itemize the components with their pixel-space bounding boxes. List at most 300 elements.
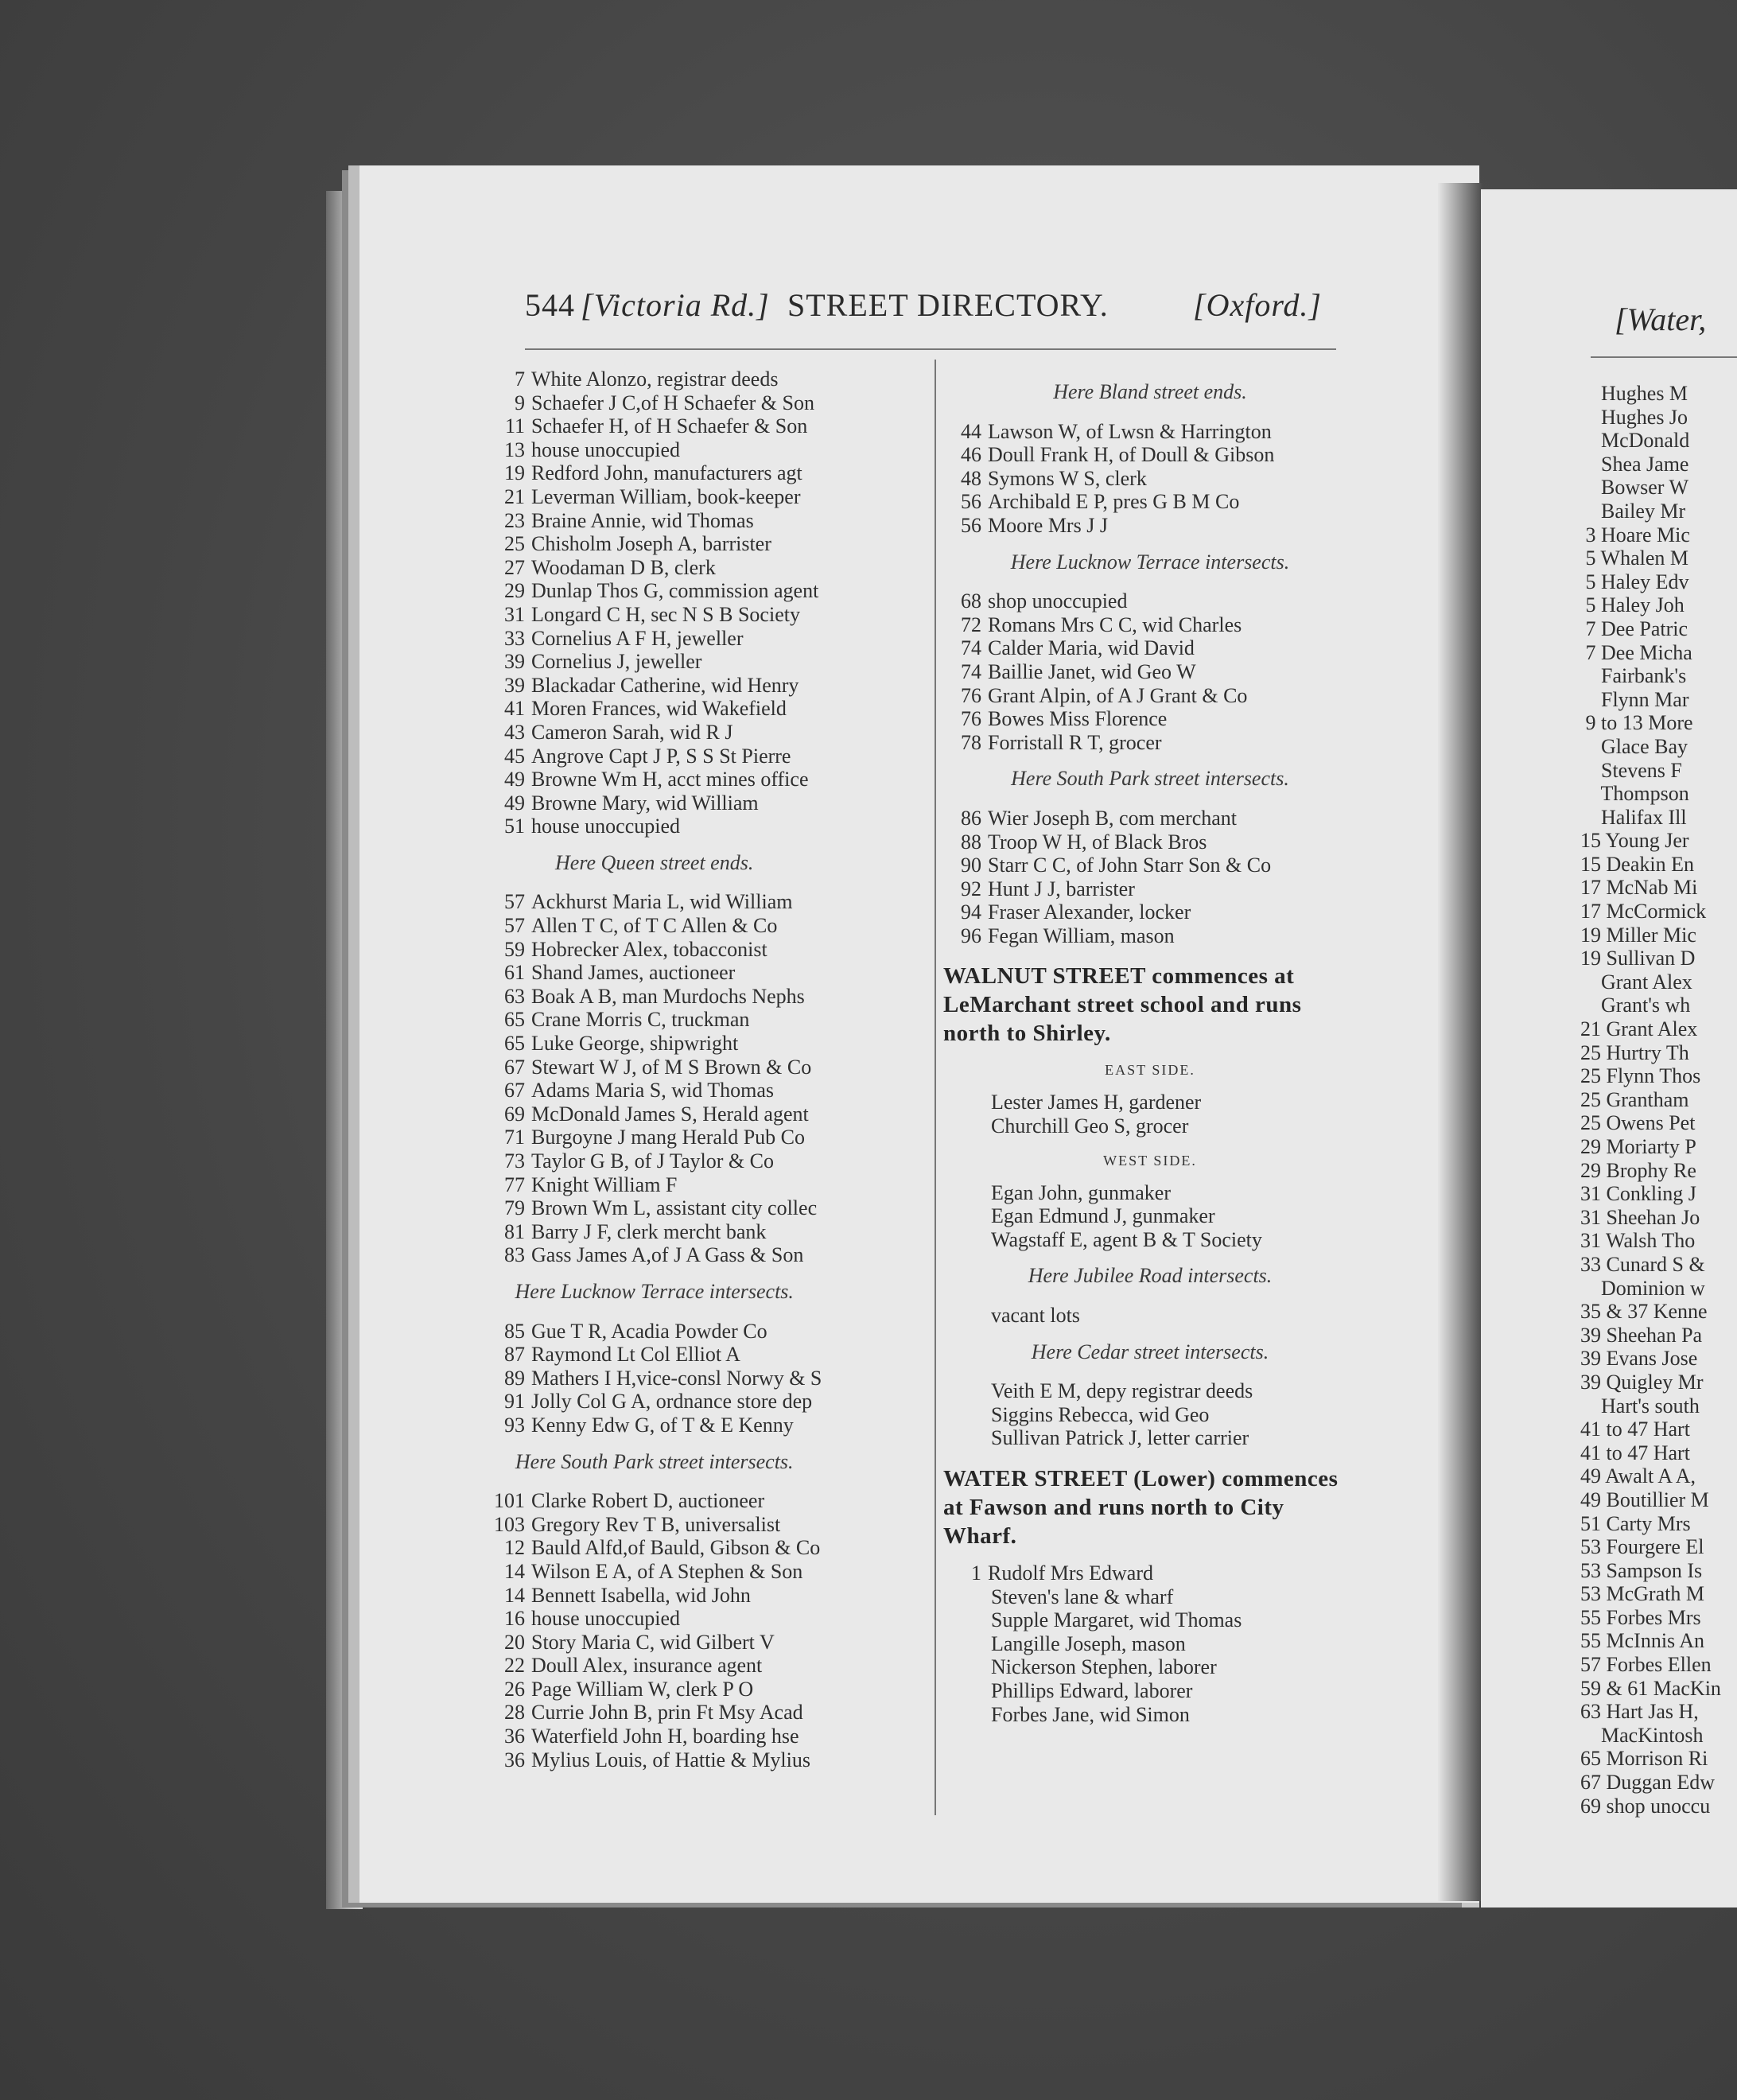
resident-name: Crane Morris C, truckman <box>531 1008 750 1032</box>
facing-entry: Grant's wh <box>1570 994 1691 1017</box>
resident-name: Kenny Edw G, of T & E Kenny <box>531 1413 794 1437</box>
resident-name: house unoccupied <box>531 815 681 838</box>
directory-entry <box>943 589 1357 613</box>
resident-name: Hobrecker Alex, tobacconist <box>531 937 767 961</box>
facing-entry: Bailey Mr <box>1570 499 1686 523</box>
column-divider <box>935 360 936 1815</box>
facing-entry: Bowser W <box>1570 476 1689 500</box>
facing-entry: McDonald <box>1570 429 1690 453</box>
house-number: 63 <box>504 984 525 1008</box>
directory-entry <box>487 1196 822 1220</box>
house-number: 74 <box>961 659 981 683</box>
header-right-street: [Oxford.] <box>1193 287 1322 323</box>
facing-entry: 31 Sheehan Jo <box>1570 1205 1700 1229</box>
directory-entry <box>487 1489 822 1513</box>
facing-entry: 65 Morrison Ri <box>1570 1747 1708 1771</box>
directory-entry <box>487 721 822 745</box>
house-number: 7 <box>515 368 525 391</box>
facing-entry: 19 Sullivan D <box>1570 947 1696 970</box>
directory-entry <box>487 1513 822 1537</box>
resident-name: Chisholm Joseph A, barrister <box>531 532 771 556</box>
facing-entry: 3 Hoare Mic <box>1570 523 1690 546</box>
house-number: 23 <box>504 508 525 532</box>
directory-entry: Egan Edmund J, gunmaker <box>991 1204 1215 1228</box>
resident-name: Fegan William, mason <box>988 924 1175 947</box>
directory-entry: Lester James H, gardener <box>991 1091 1202 1114</box>
house-number: 33 <box>504 626 525 650</box>
house-number: 48 <box>961 466 981 490</box>
directory-entry <box>487 697 822 721</box>
facing-entry: 29 Brophy Re <box>1570 1158 1696 1182</box>
house-number: 85 <box>504 1319 525 1343</box>
facing-entry: 39 Sheehan Pa <box>1570 1323 1703 1347</box>
house-number: 26 <box>504 1677 525 1701</box>
facing-entry: 31 Walsh Tho <box>1570 1229 1696 1253</box>
house-number: 89 <box>504 1366 525 1390</box>
facing-entry: Grant Alex <box>1570 970 1692 994</box>
house-number: 68 <box>961 589 981 613</box>
facing-entry: 25 Hurtry Th <box>1570 1040 1689 1064</box>
house-number: 13 <box>504 438 525 461</box>
house-number: 79 <box>504 1196 525 1220</box>
directory-entry <box>487 1220 822 1244</box>
resident-name: Wier Joseph B, com merchant <box>988 806 1238 830</box>
resident-name: Mylius Louis, of Hattie & Mylius <box>531 1748 810 1771</box>
house-number: 76 <box>961 683 981 707</box>
directory-entry <box>487 1102 822 1126</box>
facing-entry: 29 Moriarty P <box>1570 1135 1696 1158</box>
section-note: Here South Park street intersects. <box>1011 767 1289 791</box>
directory-entry <box>487 1126 822 1149</box>
house-number: 93 <box>504 1413 525 1437</box>
house-number: 67 <box>504 1079 525 1102</box>
resident-name: Schaefer H, of H Schaefer & Son <box>531 414 808 438</box>
directory-entry <box>487 603 822 627</box>
resident-name: Rudolf Mrs Edward <box>988 1561 1153 1585</box>
directory-entry <box>487 1149 822 1173</box>
house-number: 49 <box>504 768 525 791</box>
facing-entry: Hughes M <box>1570 382 1688 405</box>
facing-entry: 55 McInnis An <box>1570 1629 1704 1653</box>
facing-entry: 31 Conkling J <box>1570 1182 1696 1206</box>
directory-entry <box>487 461 822 485</box>
directory-entry <box>487 745 822 768</box>
directory-entry <box>487 509 822 533</box>
house-number: 31 <box>504 602 525 626</box>
house-number: 49 <box>504 791 525 815</box>
directory-entry: Churchill Geo S, grocer <box>991 1114 1189 1138</box>
house-number: 83 <box>504 1243 525 1267</box>
directory-entry <box>487 1173 822 1197</box>
resident-name: Romans Mrs C C, wid Charles <box>988 612 1242 636</box>
facing-entry: Hart's south <box>1570 1394 1700 1418</box>
directory-entry <box>943 660 1357 684</box>
facing-entry: 53 Fourgere El <box>1570 1535 1704 1559</box>
section-note: Here Cedar street intersects. <box>1031 1340 1269 1363</box>
facing-page-header: [Water, <box>1615 301 1707 337</box>
house-number: 45 <box>504 744 525 768</box>
house-number: 25 <box>504 532 525 556</box>
house-number: 87 <box>504 1343 525 1367</box>
facing-entry: Dominion w <box>1570 1276 1705 1300</box>
resident-name: Lawson W, of Lwsn & Harrington <box>988 419 1272 443</box>
page-header <box>525 286 1320 334</box>
directory-entry <box>487 815 822 838</box>
directory-entry <box>487 1056 822 1079</box>
directory-entry <box>487 391 822 415</box>
section-note: Here Bland street ends. <box>1053 380 1247 403</box>
directory-entry <box>943 854 1357 877</box>
resident-name: Troop W H, of Black Bros <box>988 830 1207 854</box>
resident-name: Schaefer J C,of H Schaefer & Son <box>531 391 814 414</box>
directory-entry <box>487 961 822 985</box>
resident-name: Symons W S, clerk <box>988 466 1147 490</box>
house-number: 14 <box>504 1583 525 1607</box>
house-number: 46 <box>961 443 981 467</box>
directory-entry <box>943 684 1357 708</box>
directory-entry <box>487 1414 822 1437</box>
directory-entry <box>487 1631 822 1655</box>
directory-entry: Wagstaff E, agent B & T Society <box>991 1227 1262 1251</box>
resident-name: Redford John, manufacturers agt <box>531 461 802 485</box>
resident-name: Waterfield John H, boarding hse <box>531 1725 799 1748</box>
house-number: 101 <box>494 1489 525 1513</box>
facing-entry: 5 Haley Joh <box>1570 593 1685 617</box>
house-number: 44 <box>961 419 981 443</box>
resident-name: Calder Maria, wid David <box>988 636 1195 660</box>
facing-entry: 25 Flynn Thos <box>1570 1064 1701 1088</box>
directory-entry <box>487 438 822 462</box>
facing-entry: 19 Miller Mic <box>1570 923 1696 947</box>
book-gutter <box>1438 183 1482 1901</box>
house-number: 76 <box>961 707 981 731</box>
house-number: 92 <box>961 877 981 900</box>
resident-name: Browne Mary, wid William <box>531 791 759 815</box>
facing-entry: 5 Whalen M <box>1570 546 1688 570</box>
directory-entry <box>487 914 822 938</box>
resident-name: Blackadar Catherine, wid Henry <box>531 673 799 697</box>
directory-entry <box>487 485 822 509</box>
facing-page <box>1481 189 1737 1908</box>
facing-entry: 69 shop unoccu <box>1570 1794 1711 1818</box>
section-note: Here Queen street ends. <box>555 850 754 874</box>
resident-name: Adams Maria S, wid Thomas <box>531 1079 774 1102</box>
section-note: Here South Park street intersects. <box>515 1449 794 1473</box>
house-number: 12 <box>504 1536 525 1560</box>
house-number: 16 <box>504 1607 525 1631</box>
facing-entry: 41 to 47 Hart <box>1570 1418 1690 1441</box>
resident-name: Stewart W J, of M S Brown & Co <box>531 1055 812 1079</box>
house-number: 96 <box>961 924 981 947</box>
directory-entry <box>943 877 1357 901</box>
resident-name: Angrove Capt J P, S S St Pierre <box>531 744 791 768</box>
directory-entry <box>487 1701 822 1725</box>
directory-entry: vacant lots <box>991 1304 1080 1328</box>
directory-entry <box>487 890 822 914</box>
facing-entry: 15 Young Jer <box>1570 829 1689 853</box>
book-edge <box>326 191 363 1909</box>
header-rule <box>525 348 1336 350</box>
resident-name: Grant Alpin, of A J Grant & Co <box>988 683 1248 707</box>
house-number: 9 <box>515 391 525 414</box>
directory-entry: Siggins Rebecca, wid Geo <box>991 1402 1210 1426</box>
house-number: 14 <box>504 1559 525 1583</box>
resident-name: Gass James A,of J A Gass & Son <box>531 1243 804 1267</box>
directory-entry <box>487 414 822 438</box>
directory-entry <box>487 532 822 556</box>
resident-name: Longard C H, sec N S B Society <box>531 602 800 626</box>
house-number: 39 <box>504 673 525 697</box>
house-number: 36 <box>504 1725 525 1748</box>
directory-entry <box>487 791 822 815</box>
facing-entry: 63 Hart Jas H, <box>1570 1700 1699 1724</box>
resident-name: Moore Mrs J J <box>988 513 1108 537</box>
facing-entry: Glace Bay <box>1570 734 1688 758</box>
house-number: 22 <box>504 1654 525 1678</box>
column-right <box>943 368 1357 1726</box>
resident-name: Bauld Alfd,of Bauld, Gibson & Co <box>531 1536 821 1560</box>
directory-entry: Sullivan Patrick J, letter carrier <box>991 1426 1249 1450</box>
house-number: 74 <box>961 636 981 660</box>
directory-entry <box>487 1536 822 1560</box>
directory-entry <box>487 1367 822 1390</box>
facing-entry: 51 Carty Mrs <box>1570 1511 1691 1535</box>
facing-entry: Shea Jame <box>1570 452 1689 476</box>
house-number: 81 <box>504 1219 525 1243</box>
resident-name: Burgoyne J mang Herald Pub Co <box>531 1126 805 1149</box>
resident-name: house unoccupied <box>531 1607 681 1631</box>
facing-entry: Stevens F <box>1570 758 1682 782</box>
house-number: 39 <box>504 650 525 674</box>
resident-name: Archibald E P, pres G B M Co <box>988 490 1240 514</box>
resident-name: Page William W, clerk P O <box>531 1677 754 1701</box>
house-number: 69 <box>504 1102 525 1126</box>
resident-name: Boak A B, man Murdochs Nephs <box>531 984 805 1008</box>
side-label: WEST SIDE. <box>1103 1152 1197 1169</box>
directory-entry <box>943 490 1357 514</box>
directory-entry <box>943 707 1357 731</box>
house-number: 29 <box>504 579 525 603</box>
facing-entry: MacKintosh <box>1570 1723 1704 1747</box>
directory-entry <box>487 1343 822 1367</box>
facing-entry: 67 Duggan Edw <box>1570 1771 1715 1795</box>
directory-entry <box>943 807 1357 830</box>
house-number: 20 <box>504 1630 525 1654</box>
resident-name: Dunlap Thos G, commission agent <box>531 579 819 603</box>
house-number: 27 <box>504 555 525 579</box>
house-number: 91 <box>504 1390 525 1414</box>
facing-header-rule <box>1591 356 1737 358</box>
directory-entry <box>943 514 1357 538</box>
house-number: 41 <box>504 697 525 721</box>
facing-entry: 49 Boutillier M <box>1570 1488 1709 1511</box>
resident-name: Taylor G B, of J Taylor & Co <box>531 1149 774 1172</box>
facing-entry: Thompson <box>1570 782 1689 806</box>
house-number: 86 <box>961 806 981 830</box>
resident-name: Cameron Sarah, wid R J <box>531 720 733 744</box>
house-number: 1 <box>971 1561 981 1585</box>
directory-entry <box>487 674 822 698</box>
resident-name: Jolly Col G A, ordnance store dep <box>531 1390 813 1414</box>
house-number: 36 <box>504 1748 525 1771</box>
resident-name: Cornelius J, jeweller <box>531 650 702 674</box>
house-number: 88 <box>961 830 981 854</box>
directory-entry <box>943 613 1357 637</box>
directory-entry: Phillips Edward, laborer <box>991 1678 1193 1702</box>
resident-name: Hunt J J, barrister <box>988 877 1135 900</box>
facing-entry: 5 Haley Edv <box>1570 570 1689 593</box>
directory-entry <box>487 1320 822 1344</box>
page-title: STREET DIRECTORY. <box>787 287 1109 323</box>
house-number: 19 <box>504 461 525 485</box>
directory-entry <box>943 830 1357 854</box>
directory-entry <box>487 650 822 674</box>
facing-entry: 53 Sampson Is <box>1570 1558 1703 1582</box>
facing-entry: 49 Awalt A A, <box>1570 1464 1696 1488</box>
house-number: 67 <box>504 1055 525 1079</box>
house-number: 56 <box>961 513 981 537</box>
directory-entry: Supple Margaret, wid Thomas <box>991 1608 1242 1632</box>
facing-entry: 25 Grantham <box>1570 1087 1689 1111</box>
street-heading: WALNUT STREET commences at LeMarchant street school and runs north to Shirley. <box>943 963 1302 1047</box>
resident-name: Bennett Isabella, wid John <box>531 1583 751 1607</box>
house-number: 73 <box>504 1149 525 1172</box>
directory-entry <box>487 556 822 580</box>
resident-name: Ackhurst Maria L, wid William <box>531 890 793 914</box>
facing-entry: Flynn Mar <box>1570 687 1689 711</box>
resident-name: Woodaman D B, clerk <box>531 555 716 579</box>
facing-entry: Fairbank's <box>1570 664 1687 688</box>
facing-entry: 35 & 37 Kenne <box>1570 1300 1708 1324</box>
section-note: Here Lucknow Terrace intersects. <box>1010 550 1290 574</box>
directory-entry <box>487 1678 822 1701</box>
resident-name: Leverman William, book-keeper <box>531 484 801 508</box>
facing-entry: 7 Dee Patric <box>1570 616 1688 640</box>
house-number: 57 <box>504 890 525 914</box>
house-number: 59 <box>504 937 525 961</box>
facing-entry: 21 Grant Alex <box>1570 1017 1698 1041</box>
resident-name: Cornelius A F H, jeweller <box>531 626 744 650</box>
resident-name: Luke George, shipwright <box>531 1032 739 1056</box>
header-left-street: [Victoria Rd.] <box>581 287 770 323</box>
house-number: 61 <box>504 961 525 985</box>
resident-name: Raymond Lt Col Elliot A <box>531 1343 740 1367</box>
section-note: Here Lucknow Terrace intersects. <box>515 1279 794 1303</box>
resident-name: Moren Frances, wid Wakefield <box>531 697 787 721</box>
facing-entry: 25 Owens Pet <box>1570 1111 1696 1135</box>
section-note: Here Jubilee Road intersects. <box>1028 1264 1273 1288</box>
house-number: 28 <box>504 1701 525 1725</box>
resident-name: Gregory Rev T B, universalist <box>531 1512 781 1536</box>
house-number: 90 <box>961 854 981 877</box>
facing-entry: 57 Forbes Ellen <box>1570 1653 1712 1677</box>
directory-entry <box>943 443 1357 467</box>
directory-entry <box>943 924 1357 948</box>
resident-name: Clarke Robert D, auctioneer <box>531 1489 765 1513</box>
page-number: 544 <box>525 287 575 323</box>
directory-entry <box>487 938 822 962</box>
directory-entry <box>487 1654 822 1678</box>
directory-entry <box>943 636 1357 660</box>
directory-entry <box>487 985 822 1009</box>
house-number: 65 <box>504 1032 525 1056</box>
house-number: 57 <box>504 914 525 938</box>
resident-name: Forristall R T, grocer <box>988 730 1162 754</box>
directory-entry <box>943 731 1357 755</box>
house-number: 43 <box>504 720 525 744</box>
resident-name: Currie John B, prin Ft Msy Acad <box>531 1701 803 1725</box>
directory-entry <box>487 368 822 391</box>
directory-entry <box>487 1243 822 1267</box>
directory-entry <box>943 900 1357 924</box>
facing-entry: 15 Deakin En <box>1570 852 1694 876</box>
directory-entry: Veith E M, depy registrar deeds <box>991 1379 1253 1403</box>
resident-name: Browne Wm H, acct mines office <box>531 768 809 791</box>
directory-entry <box>487 1607 822 1631</box>
house-number: 94 <box>961 900 981 924</box>
directory-entry <box>487 1725 822 1748</box>
resident-name: Wilson E A, of A Stephen & Son <box>531 1559 803 1583</box>
facing-entry: 59 & 61 MacKin <box>1570 1676 1721 1700</box>
facing-entry: Halifax Ill <box>1570 805 1687 829</box>
house-number: 56 <box>961 490 981 514</box>
resident-name: Brown Wm L, assistant city collec <box>531 1196 818 1220</box>
street-heading: WATER STREET (Lower) commences at Fawson and runs north to City Wharf. <box>943 1466 1339 1549</box>
resident-name: Bowes Miss Florence <box>988 707 1168 731</box>
resident-name: Starr C C, of John Starr Son & Co <box>988 854 1272 877</box>
facing-entry: 17 McCormick <box>1570 900 1707 924</box>
facing-entry: 17 McNab Mi <box>1570 876 1698 900</box>
resident-name: Barry J F, clerk mercht bank <box>531 1219 767 1243</box>
facing-entry: 39 Evans Jose <box>1570 1347 1698 1371</box>
resident-name: Shand James, auctioneer <box>531 961 736 985</box>
facing-entry: 7 Dee Micha <box>1570 640 1692 664</box>
directory-entry <box>943 467 1357 491</box>
house-number: 11 <box>504 414 525 438</box>
facing-entry: Hughes Jo <box>1570 405 1688 429</box>
directory-entry <box>487 1390 822 1414</box>
directory-entry <box>487 1008 822 1032</box>
resident-name: Doull Frank H, of Doull & Gibson <box>988 443 1275 467</box>
house-number: 78 <box>961 730 981 754</box>
facing-entry: 55 Forbes Mrs <box>1570 1605 1701 1629</box>
resident-name: McDonald James S, Herald agent <box>531 1102 809 1126</box>
directory-entry <box>487 1560 822 1584</box>
directory-entry <box>943 1561 1357 1585</box>
resident-name: Baillie Janet, wid Geo W <box>988 659 1196 683</box>
facing-entry: 33 Cunard S & <box>1570 1252 1705 1276</box>
directory-entry <box>487 1079 822 1102</box>
resident-name: Doull Alex, insurance agent <box>531 1654 763 1678</box>
house-number: 51 <box>504 815 525 838</box>
directory-entry <box>487 1748 822 1772</box>
facing-entry: 53 McGrath M <box>1570 1582 1704 1606</box>
directory-entry <box>487 1032 822 1056</box>
directory-entry: Forbes Jane, wid Simon <box>991 1702 1190 1726</box>
resident-name: shop unoccupied <box>988 589 1128 613</box>
resident-name: Allen T C, of T C Allen & Co <box>531 914 778 938</box>
house-number: 65 <box>504 1008 525 1032</box>
resident-name: Knight William F <box>531 1172 678 1196</box>
directory-entry: Nickerson Stephen, laborer <box>991 1655 1217 1679</box>
facing-entry: 39 Quigley Mr <box>1570 1370 1704 1394</box>
resident-name: Fraser Alexander, locker <box>988 900 1191 924</box>
directory-entry <box>487 579 822 603</box>
house-number: 72 <box>961 612 981 636</box>
resident-name: Braine Annie, wid Thomas <box>531 508 754 532</box>
house-number: 77 <box>504 1172 525 1196</box>
resident-name: Story Maria C, wid Gilbert V <box>531 1630 775 1654</box>
